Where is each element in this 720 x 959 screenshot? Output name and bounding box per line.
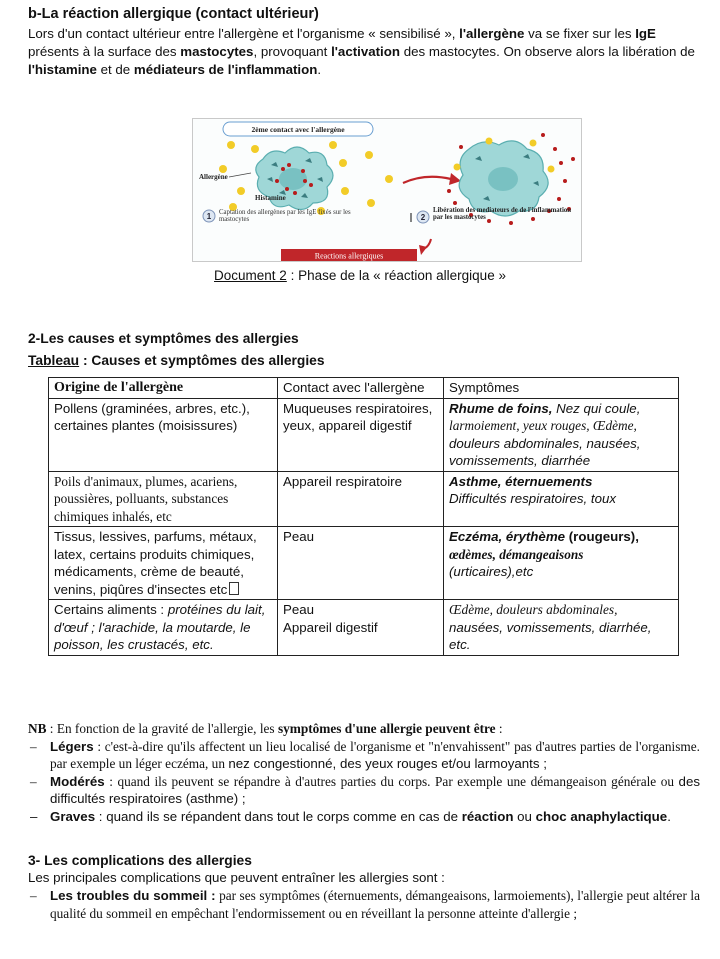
list-item: – Légers : c'est-à-dire qu'ils affectent un lieu localisé de l'organisme et "n'envahissent" pas d'autres parties de l'organisme. par exemple un léger eczéma, un nez congestionné, des yeux rouges et/ou larmoyants ; bbox=[30, 738, 700, 772]
cell-contact: Peau bbox=[278, 527, 444, 600]
cell-symptoms: Rhume de foins, Nez qui coule, larmoiement, yeux rouges, Œdème, douleurs abdominales, nausées, vomissements, diarrhée bbox=[444, 398, 679, 471]
step-1-number: 1 bbox=[206, 212, 212, 221]
reactions-banner-text: Reactions allergiques bbox=[314, 251, 384, 261]
cell-origin: Pollens (graminées, arbres, etc.), certaines plantes (moisissures) bbox=[49, 398, 278, 471]
label-allergene: Allergène bbox=[199, 173, 228, 181]
step-2-number: 2 bbox=[420, 213, 426, 222]
cell-symptoms: Eczéma, érythème (rougeurs), œdèmes, démangeaisons (urticaires),etc bbox=[444, 527, 679, 600]
list-item: – Modérés : quand ils peuvent se répandre à d'autres parties du corps. Par exemple une démangeaison générale ou des difficultés respiratoires (asthme) ; bbox=[30, 773, 700, 807]
step-1-caption: Captation des allergènes par les IgE fixés sur les mastocytes bbox=[219, 209, 351, 224]
list-item: – Graves : quand ils se répandent dans tout le corps comme en cas de réaction ou choc anaphylactique. bbox=[30, 808, 671, 824]
allergy-causes-table bbox=[48, 377, 679, 656]
missing-glyph-box bbox=[229, 582, 239, 595]
section-3-intro: Les principales complications que peuvent entraîner les allergies sont : bbox=[28, 870, 445, 885]
list-item: – Les troubles du sommeil : par ses symptômes (éternuements, démangeaisons, larmoiements), l'allergie peut altérer la qualité du sommeil en empêchant l'endormissement ou en réveillant la personne atteinte d'allergie ; bbox=[30, 888, 701, 921]
table-row bbox=[49, 471, 679, 527]
cell-origin: Tissus, lessives, parfums, métaux, latex, certains produits chimiques, médicaments, crème de beauté, venins, piqûres d'insectes etc bbox=[49, 527, 278, 600]
allergic-reaction-figure bbox=[192, 118, 582, 262]
figure-header: 2ème contact avec l'allergène bbox=[251, 125, 345, 134]
cell-symptoms: Œdème, douleurs abdominales, nausées, vomissements, diarrhée, etc. bbox=[444, 600, 679, 656]
section-b-title: b-La réaction allergique (contact ultérieur) bbox=[28, 6, 319, 22]
step-2-caption: Libération des mediateurs de de l'inflammation par les mastocytes bbox=[433, 207, 572, 222]
cell-contact: Muqueuses respiratoires, yeux, appareil digestif bbox=[278, 398, 444, 471]
label-histamine: Histamine bbox=[255, 194, 286, 202]
table-row bbox=[49, 600, 679, 656]
table-caption: Tableau : Causes et symptômes des allergies bbox=[28, 353, 325, 368]
nb-intro: NB : En fonction de la gravité de l'allergie, les symptômes d'une allergie peuvent être : bbox=[28, 721, 503, 736]
section-3-list bbox=[28, 887, 700, 922]
cell-origin: Poils d'animaux, plumes, acariens, poussières, polluants, substances chimiques inhalés, etc bbox=[49, 471, 278, 527]
document-caption: Document 2 : Phase de la « réaction allergique » bbox=[214, 268, 506, 283]
arrow-cell-1-to-2 bbox=[403, 177, 451, 183]
table-header-row bbox=[49, 378, 679, 399]
header-contact: Contact avec l'allergène bbox=[278, 378, 444, 399]
section-3-title: 3- Les complications des allergies bbox=[28, 853, 252, 868]
table-row bbox=[49, 398, 679, 471]
header-origin: Origine de l'allergène bbox=[49, 378, 278, 399]
cell-origin: Certains aliments : protéines du lait, d'œuf ; l'arachide, la moutarde, le poisson, les crustacés, etc. bbox=[49, 600, 278, 656]
table-row bbox=[49, 527, 679, 600]
allergic-reaction-illustration bbox=[193, 119, 581, 261]
cell-contact: Appareil respiratoire bbox=[278, 471, 444, 527]
nb-block bbox=[28, 720, 700, 826]
header-symptoms: Symptômes bbox=[444, 378, 679, 399]
section-2-title: 2-Les causes et symptômes des allergies bbox=[28, 331, 299, 346]
section-b-paragraph: Lors d'un contact ultérieur entre l'allergène et l'organisme « sensibilisé », l'allergène va se fixer sur les IgE présents à la surface des mastocytes, provoquant l'activation des mastocytes. On observe alors la libération de l'histamine et de médiateurs de l'inflammation. bbox=[28, 26, 695, 77]
cell-symptoms: Asthme, éternuements Difficultés respiratoires, toux bbox=[444, 471, 679, 527]
cell-contact: Peau Appareil digestif bbox=[278, 600, 444, 656]
